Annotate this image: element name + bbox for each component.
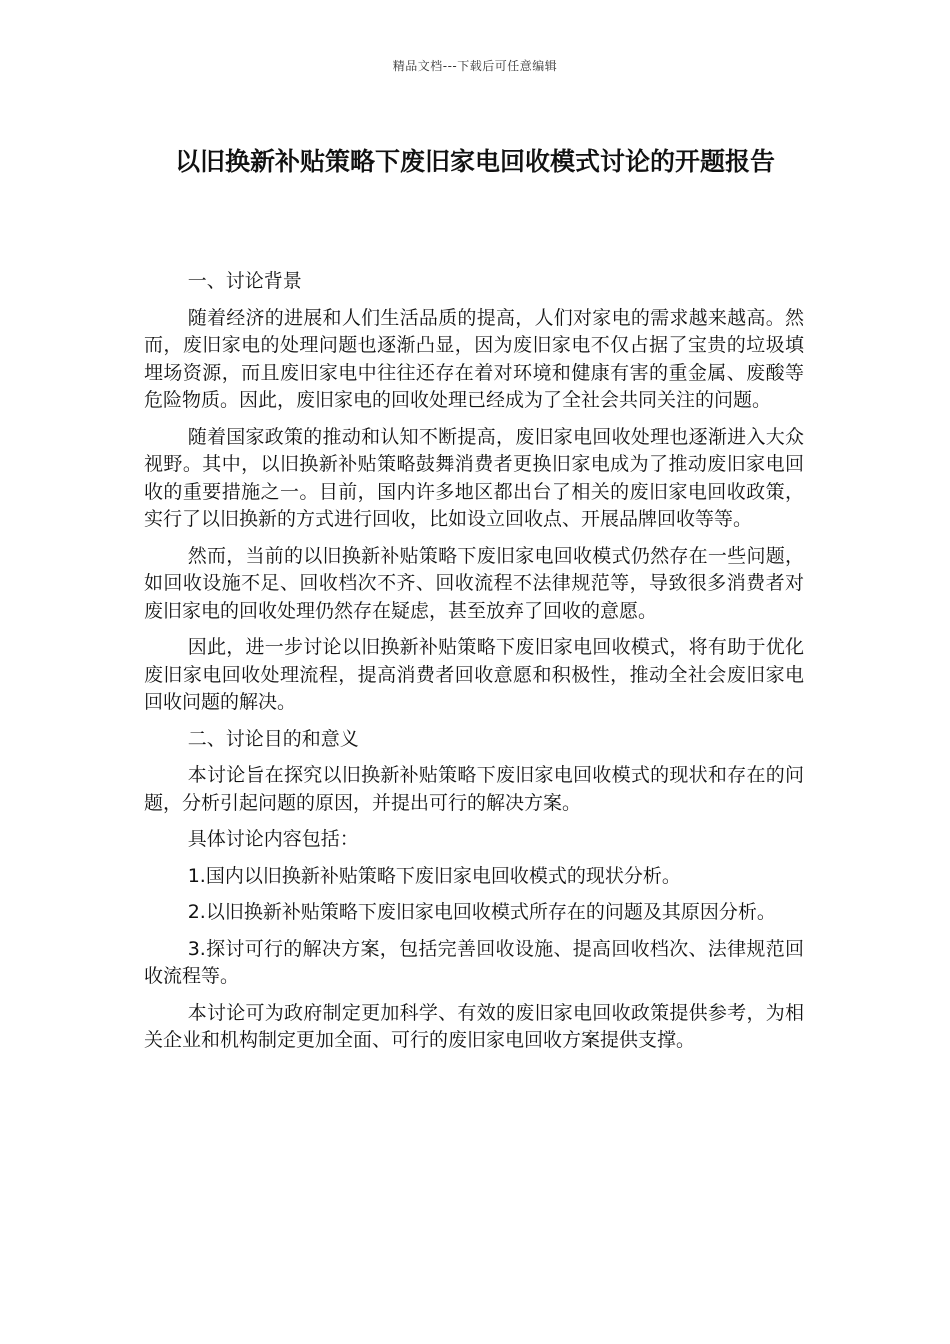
list-item: 1.国内以旧换新补贴策略下废旧家电回收模式的现状分析。 — [187, 864, 681, 887]
paragraph: 本讨论旨在探究以旧换新补贴策略下废旧家电回收模式的现状和存在的问题，分析引起问题的原因，并提出可行的解决方案。 — [144, 764, 804, 814]
paragraph: 随着经济的进展和人们生活品质的提高，人们对家电的需求越来越高。然而，废旧家电的处理问题也逐渐凸显，因为废旧家电不仅占据了宝贵的垃圾填埋场资源，而且废旧家电中往往还存在着对环境和健康有害的重金属、废酸等危险物质。因此，废旧家电的回收处理已经成为了全社会共同关注的问题。 — [144, 306, 804, 411]
paragraph: 随着国家政策的推动和认知不断提高，废旧家电回收处理也逐渐进入大众视野。其中，以旧换新补贴策略鼓舞消费者更换旧家电成为了推动废旧家电回收的重要措施之一。目前，国内许多地区都出台了相关的废旧家电回收政策，实行了以旧换新的方式进行回收，比如设立回收点、开展品牌回收等等。 — [144, 425, 804, 530]
section-heading-background: 一、讨论背景 — [187, 270, 302, 292]
section-heading-purpose: 二、讨论目的和意义 — [187, 727, 359, 750]
paragraph: 具体讨论内容包括： — [187, 828, 359, 850]
paragraph: 本讨论可为政府制定更加科学、有效的废旧家电回收政策提供参考，为相关企业和机构制定更加全面、可行的废旧家电回收方案提供支撑。 — [144, 1001, 804, 1051]
document-body — [144, 268, 804, 1064]
list-item: 2.以旧换新补贴策略下废旧家电回收模式所存在的问题及其原因分析。 — [187, 901, 776, 923]
paragraph: 然而，当前的以旧换新补贴策略下废旧家电回收模式仍然存在一些问题，如回收设施不足、回收档次不齐、回收流程不法律规范等，导致很多消费者对废旧家电的回收处理仍然存在疑虑，甚至放弃了回收的意愿。 — [144, 544, 804, 622]
paragraph: 因此，进一步讨论以旧换新补贴策略下废旧家电回收模式，将有助于优化废旧家电回收处理流程，提高消费者回收意愿和积极性，推动全社会废旧家电回收问题的解决。 — [144, 636, 804, 713]
list-item: 3.探讨可行的解决方案，包括完善回收设施、提高回收档次、法律规范回收流程等。 — [144, 937, 804, 987]
document-title: 以旧换新补贴策略下废旧家电回收模式讨论的开题报告 — [174, 147, 775, 176]
header-note: 精品文档---下载后可任意编辑 — [392, 59, 558, 73]
